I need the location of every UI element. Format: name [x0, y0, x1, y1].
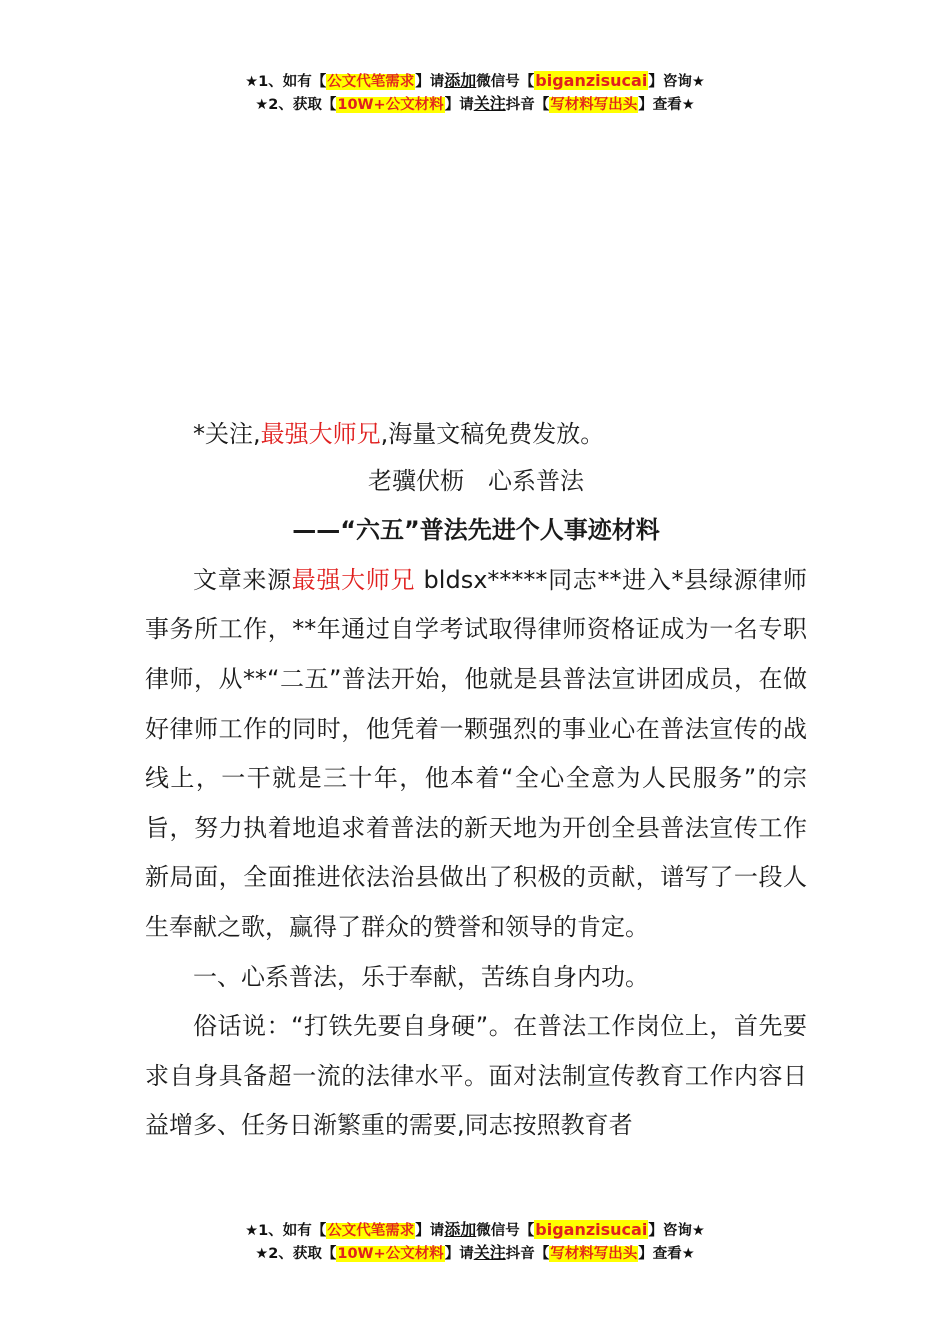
notice-highlight: 最强大师兄: [260, 420, 381, 448]
source-highlight: 最强大师兄: [291, 565, 416, 594]
underlined-add: 添加: [444, 1220, 477, 1239]
notice-line: *关注,最强大师兄,海量文稿免费发放。: [193, 420, 605, 448]
highlight-wechat-id: biganzisucai: [535, 1220, 648, 1239]
highlight-wechat-id: biganzisucai: [535, 71, 648, 90]
promo-line-1: ★1、如有【公文代笔需求】请添加微信号【biganzisucai】咨询★: [245, 71, 705, 90]
highlight-service: 公文代笔需求: [327, 1223, 415, 1239]
document-title: 老骥伏枥 心系普法: [368, 466, 584, 495]
promo-banner-bottom: [0, 1219, 950, 1265]
underlined-follow: 关注: [473, 1243, 506, 1262]
underlined-follow: 关注: [473, 94, 506, 113]
promo-line-2: ★2、获取【10W+公文材料】请关注抖音【写材料写出头】查看★: [255, 1243, 695, 1262]
highlight-douyin: 写材料写出头: [550, 1246, 638, 1262]
promo-banner-top: [0, 70, 950, 116]
highlight-service: 公文代笔需求: [327, 74, 415, 90]
document-body: [145, 410, 807, 1151]
paragraph-1: 文章来源最强大师兄 bldsx*****同志**进入*县绿源律师事务所工作，**年通过自学考试取得律师资格证成为一名专职律师，从**“二五”普法开始，他就是县普法宣讲团成员，在做好律师工作的同时，他凭着一颗强烈的事业心在普法宣传的战线上，一干就是三十年，他本着“全心全意为人民服务”的宗旨，努力执着地追求着普法的新天地为开创全县普法宣传工作新局面，全面推进依法治县做出了积极的贡献，谱写了一段人生奉献之歌，赢得了群众的赞誉和领导的肯定。: [145, 565, 808, 941]
underlined-add: 添加: [444, 71, 477, 90]
document-subtitle: ——“六五”普法先进个人事迹材料: [292, 516, 660, 545]
paragraph-2: 俗话说：“打铁先要自身硬”。在普法工作岗位上，首先要求自身具备超一流的法律水平。面对法制宣传教育工作内容日益增多、任务日渐繁重的需要,同志按照教育者: [145, 1012, 807, 1140]
promo-line-2: ★2、获取【10W+公文材料】请关注抖音【写材料写出头】查看★: [255, 94, 695, 113]
highlight-materials: 10W+公文材料: [337, 97, 444, 113]
section-heading-1: 一、心系普法，乐于奉献，苦练自身内功。: [193, 962, 649, 991]
highlight-materials: 10W+公文材料: [337, 1246, 444, 1262]
promo-line-1: ★1、如有【公文代笔需求】请添加微信号【biganzisucai】咨询★: [245, 1220, 705, 1239]
highlight-douyin: 写材料写出头: [550, 97, 638, 113]
